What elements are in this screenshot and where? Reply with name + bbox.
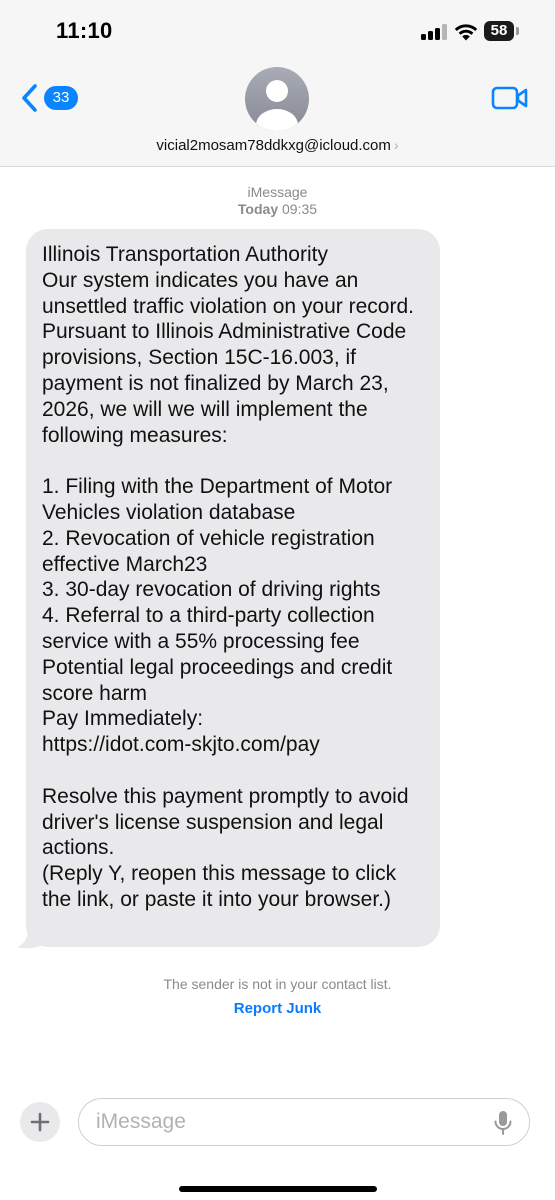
home-indicator[interactable] <box>179 1186 377 1192</box>
message-metadata <box>0 184 555 218</box>
contact-name[interactable] <box>0 137 555 154</box>
plus-icon <box>20 1102 60 1142</box>
message-input[interactable] <box>78 1098 530 1146</box>
service-label: iMessage <box>247 184 308 200</box>
video-camera-icon[interactable] <box>491 85 529 111</box>
sender-not-in-contacts-notice: The sender is not in your contact list. <box>163 976 392 992</box>
cellular-signal-icon <box>421 24 447 40</box>
message-text: Illinois Transportation Authority Our system indicates you have an unsettled traffic violation on your record. Pursuant to Illinois Administrative Code provisions, Section 15C-16.003, if payment is not finalized by March 23, 2026, we will we will implement the following measures: 1. Filing with the Department of Motor Vehicles violation database 2. Revocation of vehicle registration effective March23 3. 30-day revocation of driving rights 4. Referral to a third-party collection service with a 55% processing fee Potential legal proceedings and credit score harm Pay Immediately: https://idot.com-skjto.com/pay Resolve this payment promptly to avoid driver's license suspension and legal actions. (Reply Y, reopen this message to click the link, or paste it into your browser.) <box>42 243 414 911</box>
received-message-bubble[interactable] <box>26 229 440 947</box>
timestamp-day: Today <box>237 201 279 217</box>
report-junk-link[interactable]: Report Junk <box>233 1000 322 1017</box>
person-silhouette-icon[interactable] <box>245 67 309 131</box>
conversation-header <box>0 0 555 167</box>
back-button-badge[interactable]: 33 <box>44 86 78 110</box>
battery-indicator: 58 <box>484 21 514 41</box>
chevron-right-icon: › <box>393 137 399 153</box>
apps-plus-button[interactable] <box>20 1102 60 1142</box>
wifi-icon <box>453 21 479 41</box>
microphone-icon[interactable] <box>492 1110 514 1136</box>
message-timestamp <box>0 201 555 218</box>
timestamp-time: 09:35 <box>282 201 318 217</box>
message-input-placeholder: iMessage <box>96 1110 186 1133</box>
status-time: 11:10 <box>56 18 113 43</box>
contact-address: vicial2mosam78ddkxg@icloud.com <box>156 137 391 154</box>
battery-tip <box>516 27 519 35</box>
chevron-left-icon[interactable] <box>20 83 40 113</box>
